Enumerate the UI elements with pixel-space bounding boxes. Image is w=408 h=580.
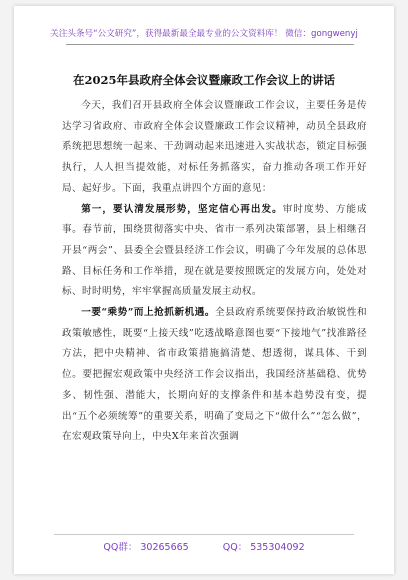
footer bbox=[14, 539, 394, 553]
point1-text: 全县政府系统要保持政治敏锐性和政策敏感性，既要“上接天线”吃透战略意图也要“下接地气”找准路径方法，把中央精神、省市政策措施搞清楚、想透彻，谋具体、干到位。要把握宏观政策中央经济工作会议指出，我国经济基础稳、优势多、韧性强、潜能大，长期向好的支撑条件和基本趋势没有变，提出“五个必须统筹”的重要关系，明确了变局之下“做什么”“怎么做”，在宏观政策导向上，中央X年来首次强调 bbox=[62, 307, 368, 443]
footer-qq: QQ： 535304092 bbox=[222, 542, 305, 553]
section1-paragraph bbox=[62, 200, 367, 304]
footer-divider bbox=[54, 534, 354, 535]
point1-paragraph bbox=[62, 303, 367, 448]
header-banner: 关注头条号“公文研究”，获得最新最全最专业的公文资料库！ 微信：gongwenyj bbox=[50, 29, 358, 39]
section1-text: 审时度势、方能成事。春节前，围绕贯彻落实中央、省市一系列决策部署，县上相继召开县“两会”、县委全会暨县经济工作会议，明确了今年发展的总体思路、目标任务和工作举措，现在就是要按照既定的发展方向，处处对标、时时明势，牢牢掌握高质量发展主动权。 bbox=[62, 203, 367, 298]
footer-qq-group: QQ群： 30265665 bbox=[103, 542, 189, 553]
section1-heading: 第一，要认清发展形势，坚定信心再出发。 bbox=[81, 203, 283, 215]
header-divider bbox=[66, 44, 354, 45]
document-body bbox=[62, 96, 367, 448]
intro-paragraph: 今天，我们召开县政府全体会议暨廉政工作会议，主要任务是传达学习省政府、市政府全体会议暨廉政工作会议精神，动员全县政府系统把思想统一起来、干劲调动起来迅速进入实战状态，锁定目标强执行，人人担当提效能，对标任务抓落实，奋力推动各项工作开好局、起好步。下面，我重点讲四个方面的意见： bbox=[62, 100, 367, 194]
point1-heading: 一要“乘势”而上抢抓新机遇。 bbox=[81, 307, 216, 319]
document-page bbox=[14, 6, 394, 574]
page-title: 在2025年县政府全体会议暨廉政工作会议上的讲话 bbox=[72, 73, 335, 87]
